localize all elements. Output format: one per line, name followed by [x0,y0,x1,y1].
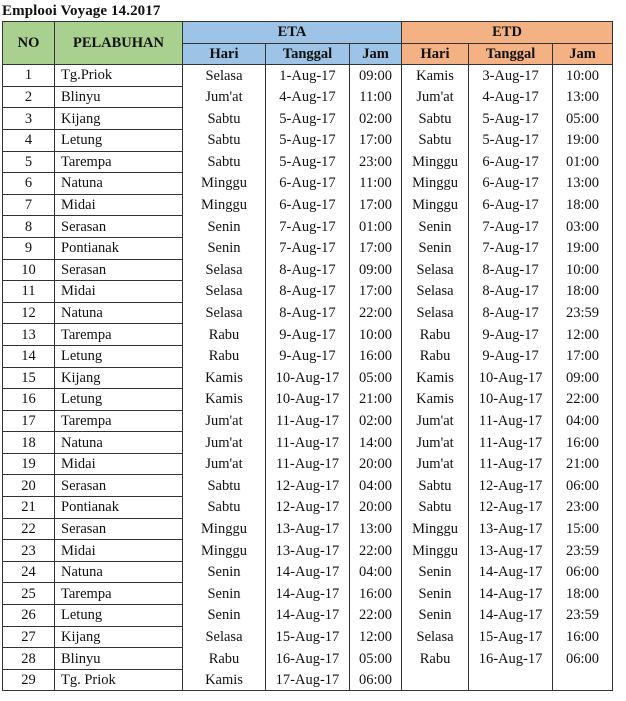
eta-tanggal: 13-Aug-17 [266,518,350,540]
etd-jam-header: Jam [553,43,613,65]
eta-jam: 13:00 [350,518,402,540]
eta-tanggal: 12-Aug-17 [266,497,350,519]
eta-jam: 23:00 [350,151,402,173]
eta-tanggal: 5-Aug-17 [266,151,350,173]
eta-hari: Senin [183,237,266,259]
eta-tanggal: 14-Aug-17 [266,561,350,583]
port-name: Midai [55,540,183,562]
etd-tanggal: 5-Aug-17 [469,108,553,130]
eta-jam: 20:00 [350,497,402,519]
eta-tanggal: 13-Aug-17 [266,540,350,562]
etd-hari: Selasa [402,281,469,303]
port-name: Pontianak [55,237,183,259]
eta-jam: 11:00 [350,86,402,108]
etd-hari: Minggu [402,518,469,540]
row-number: 3 [3,108,55,130]
etd-tanggal: 9-Aug-17 [469,345,553,367]
etd-tanggal: 7-Aug-17 [469,216,553,238]
eta-tanggal: 11-Aug-17 [266,410,350,432]
eta-hari: Sabtu [183,151,266,173]
port-name: Midai [55,194,183,216]
etd-jam: 21:00 [553,453,613,475]
eta-hari: Kamis [183,669,266,691]
etd-hari: Senin [402,583,469,605]
etd-hari: Kamis [402,367,469,389]
eta-hari: Minggu [183,518,266,540]
etd-tanggal: 5-Aug-17 [469,129,553,151]
row-number: 20 [3,475,55,497]
etd-hari: Senin [402,561,469,583]
etd-hari: Sabtu [402,475,469,497]
eta-tanggal: 8-Aug-17 [266,259,350,281]
col-header-etd: ETD [402,22,613,44]
table-row [3,151,613,173]
port-name: Tarempa [55,151,183,173]
row-number: 23 [3,540,55,562]
etd-jam: 17:00 [553,345,613,367]
eta-hari: Selasa [183,259,266,281]
etd-hari: Minggu [402,194,469,216]
etd-tanggal: 8-Aug-17 [469,302,553,324]
row-number: 2 [3,86,55,108]
port-name: Serasan [55,475,183,497]
port-name: Tg.Priok [55,65,183,87]
eta-hari: Minggu [183,540,266,562]
row-number: 1 [3,65,55,87]
eta-tanggal: 17-Aug-17 [266,669,350,691]
etd-hari: Rabu [402,345,469,367]
table-row [3,129,613,151]
eta-tanggal: 7-Aug-17 [266,237,350,259]
eta-jam: 04:00 [350,475,402,497]
etd-jam: 15:00 [553,518,613,540]
etd-hari: Minggu [402,151,469,173]
port-name: Midai [55,281,183,303]
eta-jam: 16:00 [350,345,402,367]
eta-tanggal: 7-Aug-17 [266,216,350,238]
row-number: 24 [3,561,55,583]
port-name: Kijang [55,367,183,389]
etd-tanggal: 9-Aug-17 [469,324,553,346]
etd-tanggal: 14-Aug-17 [469,583,553,605]
eta-tanggal-header: Tanggal [266,43,350,65]
etd-jam: 04:00 [553,410,613,432]
etd-hari: Jum'at [402,410,469,432]
etd-jam: 18:00 [553,194,613,216]
etd-jam: 16:00 [553,626,613,648]
eta-jam: 02:00 [350,108,402,130]
etd-tanggal: 12-Aug-17 [469,475,553,497]
port-name: Natuna [55,561,183,583]
etd-hari: Senin [402,216,469,238]
row-number: 5 [3,151,55,173]
etd-jam: 19:00 [553,237,613,259]
eta-tanggal: 14-Aug-17 [266,583,350,605]
etd-jam: 22:00 [553,389,613,411]
etd-tanggal: 11-Aug-17 [469,453,553,475]
port-name: Midai [55,453,183,475]
eta-hari: Minggu [183,173,266,195]
eta-jam: 05:00 [350,367,402,389]
eta-tanggal: 10-Aug-17 [266,367,350,389]
etd-jam: 01:00 [553,151,613,173]
eta-jam: 06:00 [350,669,402,691]
port-name: Kijang [55,108,183,130]
eta-jam: 01:00 [350,216,402,238]
table-row [3,302,613,324]
eta-tanggal: 14-Aug-17 [266,605,350,627]
etd-tanggal: 15-Aug-17 [469,626,553,648]
row-number: 7 [3,194,55,216]
header-row-top [3,22,613,44]
etd-hari-header: Hari [402,43,469,65]
port-name: Natuna [55,432,183,454]
table-row [3,65,613,87]
table-row [3,259,613,281]
eta-hari: Jum'at [183,432,266,454]
table-row [3,432,613,454]
eta-hari: Jum'at [183,410,266,432]
eta-tanggal: 16-Aug-17 [266,648,350,670]
etd-tanggal: 14-Aug-17 [469,561,553,583]
eta-hari: Sabtu [183,475,266,497]
etd-hari: Sabtu [402,129,469,151]
etd-tanggal: 12-Aug-17 [469,497,553,519]
table-row [3,518,613,540]
table-row [3,367,613,389]
port-name: Serasan [55,259,183,281]
etd-hari: Senin [402,605,469,627]
etd-jam: 18:00 [553,281,613,303]
port-name: Letung [55,389,183,411]
etd-hari: Jum'at [402,86,469,108]
table-row [3,497,613,519]
etd-tanggal: 8-Aug-17 [469,259,553,281]
etd-jam: 05:00 [553,108,613,130]
etd-hari: Kamis [402,65,469,87]
port-name: Letung [55,605,183,627]
table-row [3,389,613,411]
eta-tanggal: 10-Aug-17 [266,389,350,411]
eta-tanggal: 11-Aug-17 [266,432,350,454]
etd-hari: Minggu [402,173,469,195]
row-number: 17 [3,410,55,432]
table-row [3,475,613,497]
row-number: 10 [3,259,55,281]
row-number: 16 [3,389,55,411]
etd-tanggal: 6-Aug-17 [469,194,553,216]
table-row [3,345,613,367]
row-number: 13 [3,324,55,346]
etd-jam: 10:00 [553,65,613,87]
etd-jam: 10:00 [553,259,613,281]
schedule-body [3,65,613,691]
table-row [3,194,613,216]
eta-hari: Rabu [183,324,266,346]
etd-hari: Senin [402,237,469,259]
eta-hari: Kamis [183,389,266,411]
eta-hari: Rabu [183,648,266,670]
port-name: Blinyu [55,86,183,108]
eta-hari: Sabtu [183,497,266,519]
etd-tanggal: 3-Aug-17 [469,65,553,87]
etd-hari: Sabtu [402,497,469,519]
etd-jam: 13:00 [553,86,613,108]
row-number: 11 [3,281,55,303]
row-number: 14 [3,345,55,367]
port-name: Kijang [55,626,183,648]
table-row [3,605,613,627]
row-number: 15 [3,367,55,389]
table-row [3,216,613,238]
eta-hari: Kamis [183,367,266,389]
eta-jam: 17:00 [350,194,402,216]
row-number: 9 [3,237,55,259]
eta-jam: 22:00 [350,605,402,627]
table-row [3,626,613,648]
etd-tanggal: 13-Aug-17 [469,518,553,540]
port-name: Pontianak [55,497,183,519]
table-row [3,453,613,475]
document-title: Emplooi Voyage 14.2017 [2,3,161,19]
etd-jam: 12:00 [553,324,613,346]
row-number: 29 [3,669,55,691]
eta-hari-header: Hari [183,43,266,65]
eta-jam: 22:00 [350,302,402,324]
etd-jam: 18:00 [553,583,613,605]
etd-jam: 19:00 [553,129,613,151]
etd-jam: 23:59 [553,302,613,324]
eta-tanggal: 5-Aug-17 [266,129,350,151]
etd-jam: 06:00 [553,648,613,670]
etd-hari: Selasa [402,259,469,281]
table-row [3,540,613,562]
etd-hari [402,669,469,691]
eta-jam: 14:00 [350,432,402,454]
eta-jam: 05:00 [350,648,402,670]
row-number: 6 [3,173,55,195]
table-row [3,669,613,691]
etd-tanggal-header: Tanggal [469,43,553,65]
eta-jam-header: Jam [350,43,402,65]
etd-tanggal: 4-Aug-17 [469,86,553,108]
eta-jam: 22:00 [350,540,402,562]
etd-tanggal: 6-Aug-17 [469,173,553,195]
eta-tanggal: 5-Aug-17 [266,108,350,130]
row-number: 8 [3,216,55,238]
eta-tanggal: 8-Aug-17 [266,302,350,324]
eta-tanggal: 1-Aug-17 [266,65,350,87]
col-header-pelabuhan: PELABUHAN [55,22,183,65]
port-name: Natuna [55,173,183,195]
row-number: 22 [3,518,55,540]
eta-hari: Selasa [183,626,266,648]
etd-jam: 23:59 [553,605,613,627]
etd-tanggal: 11-Aug-17 [469,410,553,432]
port-name: Tarempa [55,324,183,346]
etd-jam [553,669,613,691]
eta-tanggal: 15-Aug-17 [266,626,350,648]
eta-hari: Jum'at [183,453,266,475]
etd-hari: Rabu [402,648,469,670]
eta-hari: Selasa [183,302,266,324]
table-row [3,281,613,303]
etd-tanggal: 8-Aug-17 [469,281,553,303]
eta-hari: Selasa [183,281,266,303]
etd-tanggal: 7-Aug-17 [469,237,553,259]
eta-jam: 10:00 [350,324,402,346]
etd-hari: Selasa [402,626,469,648]
eta-jam: 17:00 [350,281,402,303]
etd-jam: 06:00 [553,561,613,583]
port-name: Letung [55,345,183,367]
table-row [3,86,613,108]
port-name: Serasan [55,518,183,540]
etd-tanggal: 10-Aug-17 [469,367,553,389]
eta-hari: Sabtu [183,108,266,130]
table-row [3,583,613,605]
eta-hari: Senin [183,216,266,238]
table-row [3,324,613,346]
eta-jam: 04:00 [350,561,402,583]
port-name: Tg. Priok [55,669,183,691]
col-header-no: NO [3,22,55,65]
eta-tanggal: 9-Aug-17 [266,324,350,346]
etd-jam: 06:00 [553,475,613,497]
eta-hari: Rabu [183,345,266,367]
eta-hari: Senin [183,605,266,627]
port-name: Blinyu [55,648,183,670]
eta-tanggal: 9-Aug-17 [266,345,350,367]
etd-jam: 23:59 [553,540,613,562]
etd-jam: 23:00 [553,497,613,519]
eta-jam: 17:00 [350,237,402,259]
eta-tanggal: 4-Aug-17 [266,86,350,108]
eta-jam: 09:00 [350,259,402,281]
etd-hari: Rabu [402,324,469,346]
etd-tanggal: 13-Aug-17 [469,540,553,562]
etd-tanggal: 16-Aug-17 [469,648,553,670]
row-number: 25 [3,583,55,605]
eta-jam: 12:00 [350,626,402,648]
eta-jam: 16:00 [350,583,402,605]
etd-jam: 09:00 [553,367,613,389]
table-row [3,108,613,130]
row-number: 21 [3,497,55,519]
port-name: Letung [55,129,183,151]
row-number: 18 [3,432,55,454]
table-row [3,648,613,670]
eta-tanggal: 11-Aug-17 [266,453,350,475]
etd-tanggal: 10-Aug-17 [469,389,553,411]
port-name: Serasan [55,216,183,238]
etd-hari: Jum'at [402,453,469,475]
eta-jam: 20:00 [350,453,402,475]
row-number: 27 [3,626,55,648]
eta-jam: 21:00 [350,389,402,411]
etd-jam: 03:00 [553,216,613,238]
eta-jam: 11:00 [350,173,402,195]
eta-hari: Minggu [183,194,266,216]
etd-hari: Sabtu [402,108,469,130]
row-number: 19 [3,453,55,475]
etd-tanggal: 6-Aug-17 [469,151,553,173]
row-number: 26 [3,605,55,627]
etd-hari: Selasa [402,302,469,324]
eta-hari: Sabtu [183,129,266,151]
etd-hari: Minggu [402,540,469,562]
eta-jam: 02:00 [350,410,402,432]
etd-jam: 13:00 [553,173,613,195]
eta-hari: Senin [183,583,266,605]
eta-tanggal: 6-Aug-17 [266,173,350,195]
eta-hari: Selasa [183,65,266,87]
row-number: 4 [3,129,55,151]
port-name: Natuna [55,302,183,324]
table-row [3,561,613,583]
etd-hari: Jum'at [402,432,469,454]
col-header-eta: ETA [183,22,402,44]
etd-hari: Kamis [402,389,469,411]
table-row [3,173,613,195]
port-name: Tarempa [55,583,183,605]
row-number: 28 [3,648,55,670]
port-name: Tarempa [55,410,183,432]
row-number: 12 [3,302,55,324]
eta-tanggal: 6-Aug-17 [266,194,350,216]
etd-jam: 16:00 [553,432,613,454]
voyage-schedule-table [2,21,613,691]
eta-hari: Jum'at [183,86,266,108]
etd-tanggal: 14-Aug-17 [469,605,553,627]
etd-tanggal: 11-Aug-17 [469,432,553,454]
eta-jam: 17:00 [350,129,402,151]
eta-tanggal: 12-Aug-17 [266,475,350,497]
etd-tanggal [469,669,553,691]
table-row [3,237,613,259]
eta-jam: 09:00 [350,65,402,87]
eta-hari: Senin [183,561,266,583]
eta-tanggal: 8-Aug-17 [266,281,350,303]
table-row [3,410,613,432]
